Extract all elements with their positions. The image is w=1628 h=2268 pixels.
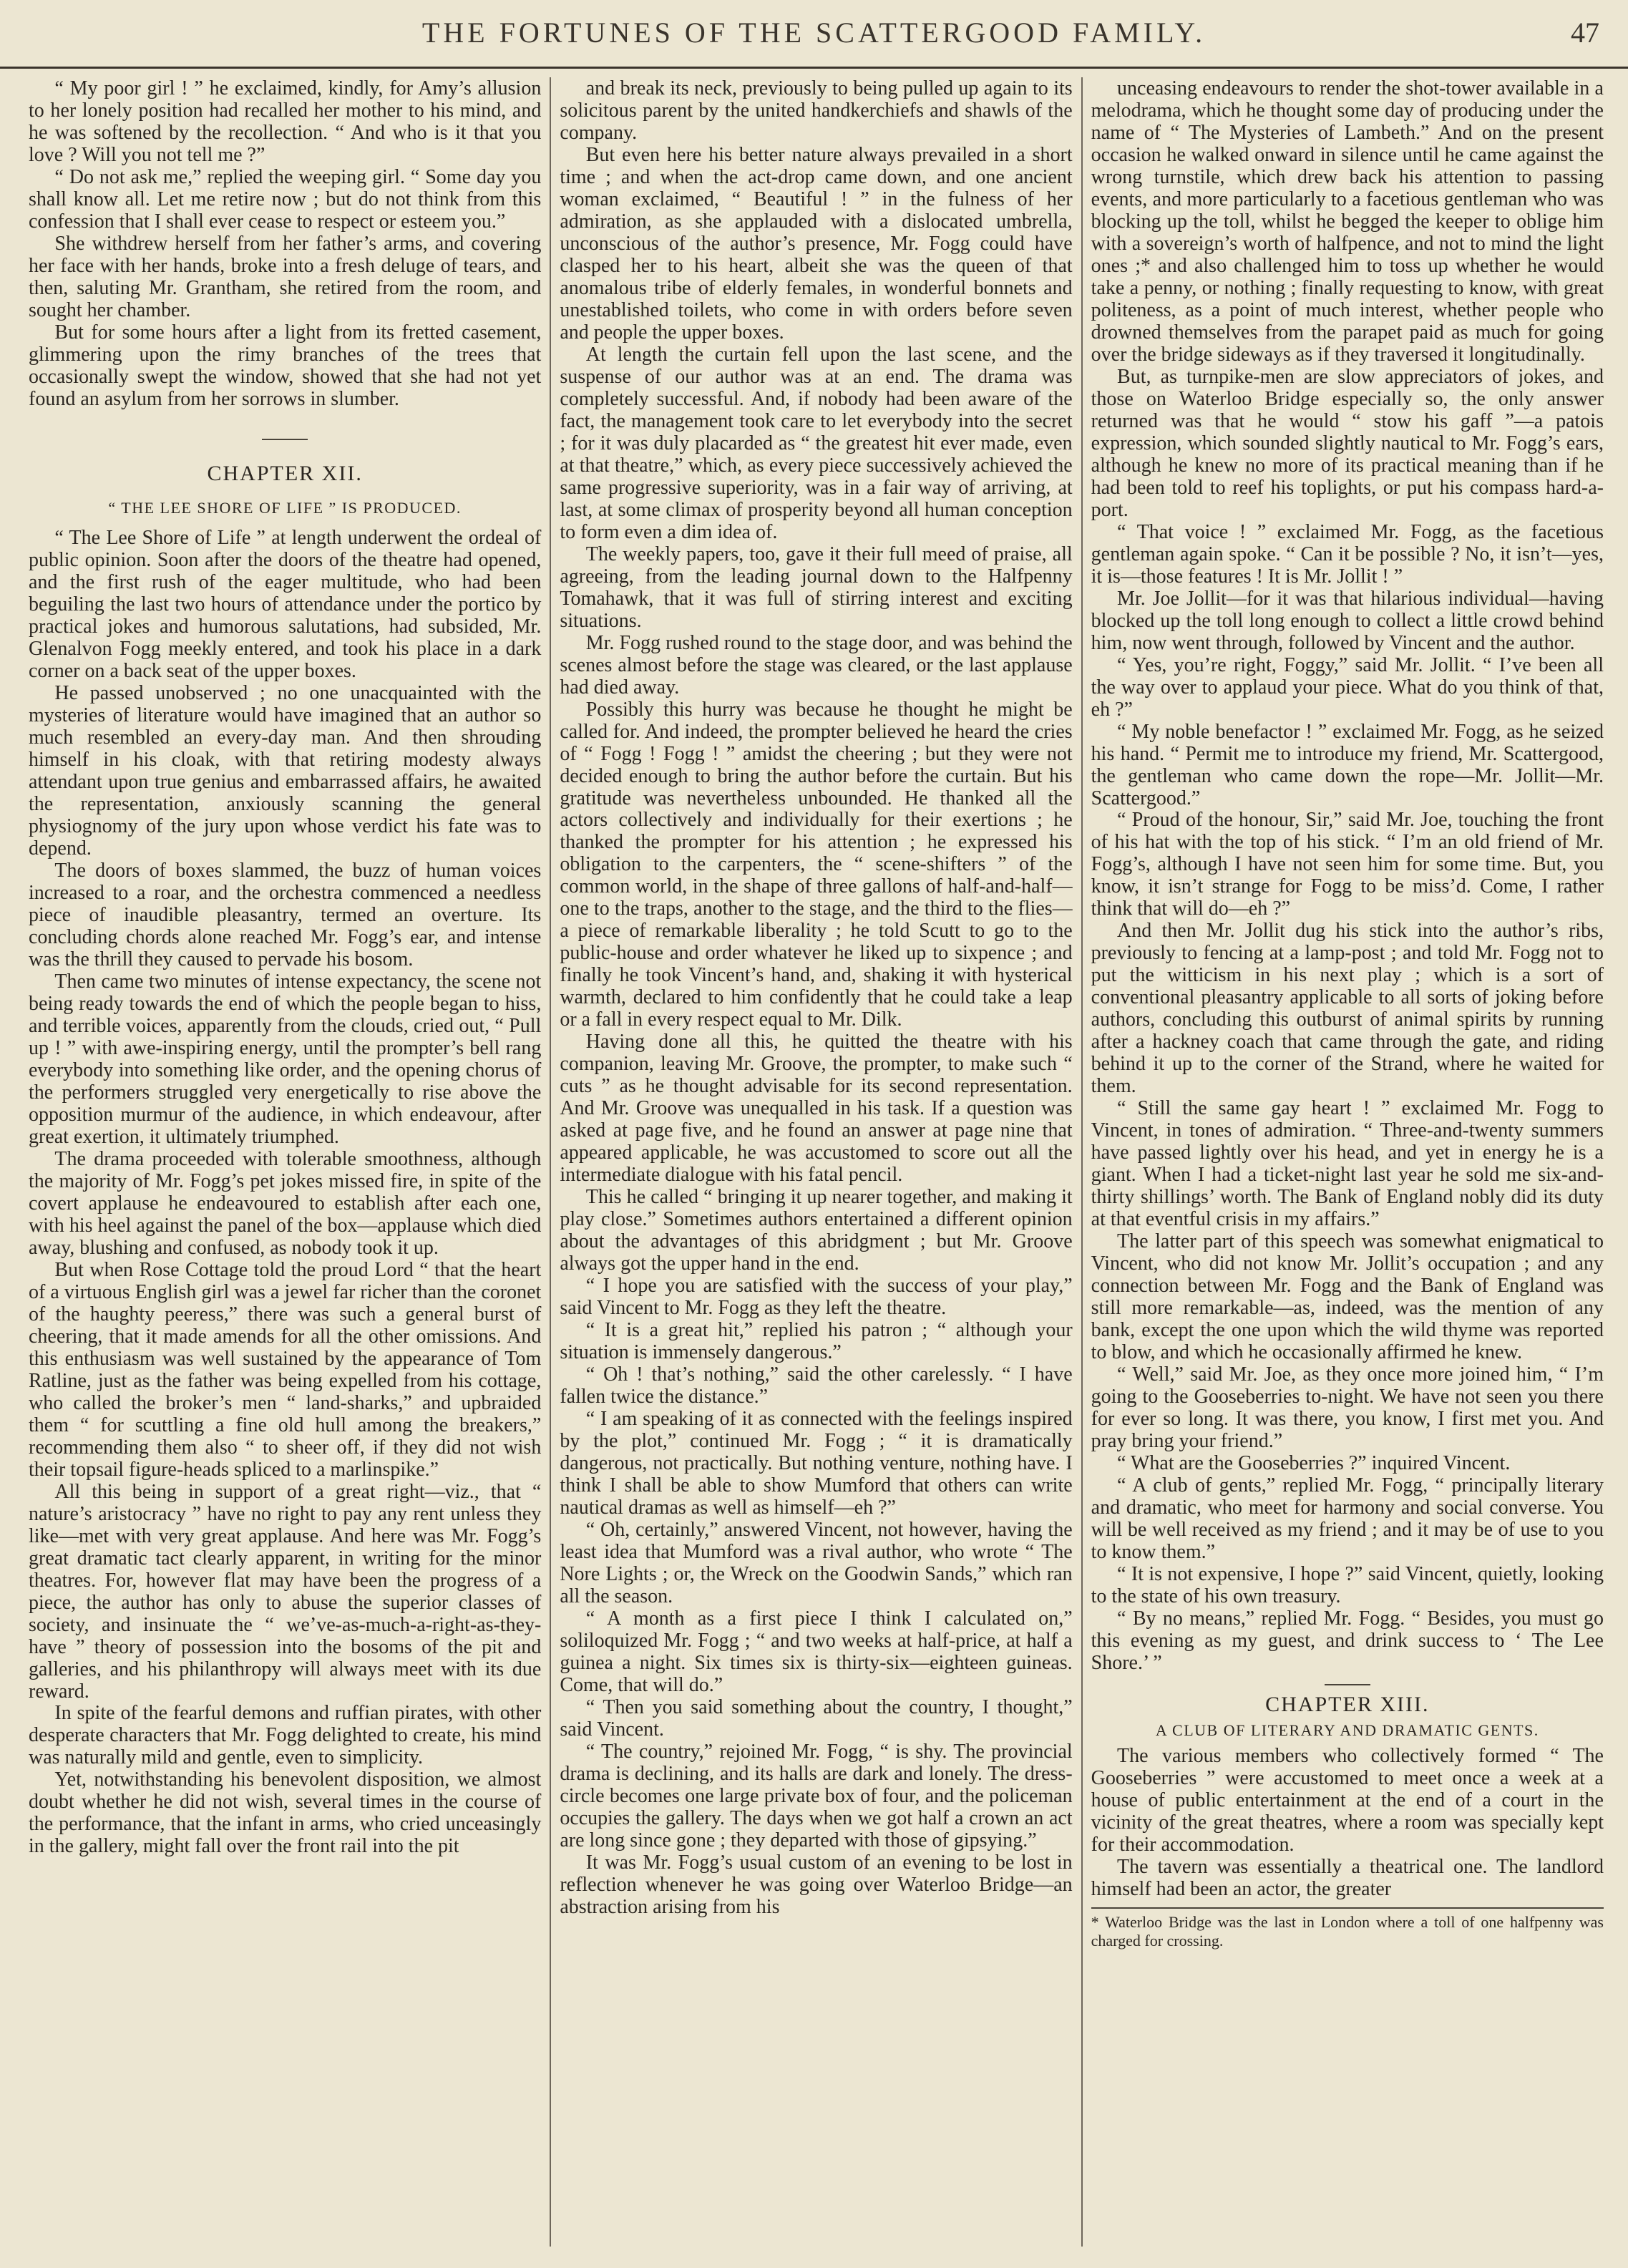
paragraph: and break its neck, previously to being pulled up again to its solicitous parent by the united handkerchiefs and shawls of the company. (560, 77, 1073, 144)
paragraph: “ Oh ! that’s nothing,” said the other carelessly. “ I have fallen twice the distance.” (560, 1363, 1073, 1408)
paragraph: The tavern was essentially a theatrical one. The landlord himself had been an actor, the greater (1091, 1856, 1604, 1901)
column-2 (550, 77, 1081, 2247)
paragraph: But when Rose Cottage told the proud Lord “ that the heart of a virtuous English girl was a jewel far richer than the coronet of the haughty peeress,” there was such a general burst of cheering, that it made amends for all the other omissions. And this enthusiasm was well sustained by the appearance of Tom Ratline, just as the father was being expelled from his cottage, who called the broker’s men “ land-sharks,” and upbraided them “ for scuttling a fine old hull among the breakers,” recommending them also “ to sheer off, if they did not wish their topsail figure-heads spliced to a marlinspike.” (29, 1258, 542, 1481)
paragraph: “ Do not ask me,” replied the weeping girl. “ Some day you shall know all. Let me retire now ; but do not think from this confession that I shall ever cease to respect or esteem you.” (29, 165, 542, 233)
paragraph: Yet, notwithstanding his benevolent disposition, we almost doubt whether he did not wish, several times in the course of the performance, that the infant in arms, who cried unceasingly in the gallery, might fall over the front rail into the pit (29, 1768, 542, 1858)
text-columns (20, 77, 1612, 2247)
paragraph: unceasing endeavours to render the shot-tower available in a melodrama, which he thought some day of producing under the name of “ The Mysteries of Lambeth.” And on the present occasion he walked onward in silence until he came against the wrong turnstile, which drew back his attention to passing events, and more particularly to a facetious gentleman who was blocking up the toll, whilst he begged the keeper to oblige him with a sovereign’s worth of halfpence, and not to mind the light ones ;* and also challenged him to toss up whether he would take a penny, or nothing ; finally requesting to know, with great politeness, as a point of much interest, whether people who drowned themselves from the parapet paid as much for going over the bridge sideways as if they traversed it longitudinally. (1091, 77, 1604, 366)
paragraph: “ By no means,” replied Mr. Fogg. “ Besides, you must go this evening as my guest, and drink success to ‘ The Lee Shore.’ ” (1091, 1607, 1604, 1674)
paragraph: “ What are the Gooseberries ?” inquired Vincent. (1117, 1452, 1511, 1475)
column-3 (1081, 77, 1612, 2247)
column-3-body-continued (1091, 1745, 1604, 1900)
paragraph: “ A month as a first piece I think I calculated on,” soliloquized Mr. Fogg ; “ and two weeks at half-price, at half a guinea a night. Six times six is thirty-six—eighteen guineas. Come, that will do.” (560, 1607, 1073, 1696)
paragraph: In spite of the fearful demons and ruffian pirates, with other desperate characters that Mr. Fogg delighted to create, his mind was naturally mild and gentle, even to simplicity. (29, 1702, 542, 1769)
paragraph: But for some hours after a light from its fretted casement, glimmering upon the rimy branches of the trees that occasionally swept the window, showed that she had not yet found an asylum from her sorrows in slumber. (29, 321, 542, 410)
chapter-divider-rule (262, 439, 308, 440)
paragraph: Having done all this, he quitted the theatre with his companion, leaving Mr. Groove, the prompter, to make such “ cuts ” as he thought advisable for its second representation. And Mr. Groove was unequalled in his task. If a question was asked at page five, and he found an answer at page nine that appeared applicable, he was accustomed to score out all the intermediate dialogue with his fatal pencil. (560, 1031, 1073, 1187)
paragraph: The drama proceeded with tolerable smoothness, although the majority of Mr. Fogg’s pet jokes missed fire, in spite of the covert applause he endeavoured to establish after each one, with his heel against the panel of the box—applause which died away, blushing and confused, as nobody took it up. (29, 1147, 542, 1259)
chapter-subtitle: A CLUB OF LITERARY AND DRAMATIC GENTS. (1155, 1721, 1539, 1740)
paragraph: “ It is a great hit,” replied his patron ; “ although your situation is immensely dangerous.” (560, 1319, 1073, 1364)
paragraph: “ Yes, you’re right, Foggy,” said Mr. Jollit. “ I’ve been all the way over to applaud your piece. What do you think of that, eh ?” (1091, 653, 1604, 721)
paragraph: “ It is not expensive, I hope ?” said Vincent, quietly, looking to the state of his own treasury. (1091, 1562, 1604, 1607)
paragraph: All this being in support of a great right—viz., that “ nature’s aristocracy ” have no right to pay any rent unless they like—met with very great applause. And here was Mr. Fogg’s great dramatic tact clearly apparent, in writing for the minor theatres. For, however flat may have been the progress of a piece, the author has only to abuse the superior classes of society, and insinuate the “ we’ve-as-much-a-right-as-they-have ” theory of possession into the bosoms of the pit and galleries, and his philanthropy will always meet with its due reward. (29, 1480, 542, 1703)
paragraph: “ My poor girl ! ” he exclaimed, kindly, for Amy’s allusion to her lonely position had recalled her mother to his mind, and he was softened by the recollection. “ And who is it that you love ? Will you not tell me ?” (29, 77, 542, 166)
chapter-subtitle: “ THE LEE SHORE OF LIFE ” IS PRODUCED. (108, 498, 462, 517)
column-2-body (560, 77, 1072, 1918)
paragraph: “ I hope you are satisfied with the success of your play,” said Vincent to Mr. Fogg as they left the theatre. (560, 1275, 1073, 1320)
paragraph: But, as turnpike-men are slow appreciators of jokes, and those on Waterloo Bridge especially so, the only answer returned was that he would “ stow his gaff ”—a patois expression, which sounded slightly nautical to Mr. Fogg’s ears, although he knew no more of its practical meaning than if he had been told to reef his toplights, or put his compass hard-a-port. (1091, 365, 1604, 521)
paragraph: It was Mr. Fogg’s usual custom of an evening to be lost in reflection whenever he was going over Waterloo Bridge—an abstraction arising from his (560, 1851, 1073, 1918)
page-number: 47 (1571, 16, 1599, 49)
paragraph: She withdrew herself from her father’s arms, and covering her face with her hands, broke into a fresh deluge of tears, and then, saluting Mr. Grantham, she retired from the room, and sought her chamber. (29, 232, 542, 321)
paragraph: “ I am speaking of it as connected with the feelings inspired by the plot,” continued Mr. Fogg ; “ it is dramatically dangerous, not practically. But nothing venture, nothing have. I think I shall be able to show Mumford that others can write nautical dramas as well as himself—eh ?” (560, 1408, 1073, 1519)
paragraph: “ A club of gents,” replied Mr. Fogg, “ principally literary and dramatic, who meet for harmony and social converse. You will be well received as my friend ; and it may be of use to you to know them.” (1091, 1474, 1604, 1563)
paragraph: “ My noble benefactor ! ” exclaimed Mr. Fogg, as he seized his hand. “ Permit me to introduce my friend, Mr. Scattergood, the gentleman who came down the rope—Mr. Jollit—Mr. Scattergood.” (1091, 720, 1604, 809)
paragraph: The doors of boxes slammed, the buzz of human voices increased to a roar, and the orchestra commenced a needless piece of inaudible pleasantry, termed an overture. Its concluding chords alone reached Mr. Fogg’s ear, and intense was the thrill they caused to pervade his bosom. (29, 860, 542, 971)
paragraph: “ Still the same gay heart ! ” exclaimed Mr. Fogg to Vincent, in tones of admiration. “ Three-and-twenty summers have passed lightly over his head, and yet in energy he is a giant. When I had a ticket-night last year he sold me six-and-thirty shillings’ worth. The Bank of England nobly did its duty at that eventful crisis in my affairs.” (1091, 1097, 1604, 1231)
paragraph: The weekly papers, too, gave it their full meed of praise, all agreeing, from the leading journal down to the Halfpenny Tomahawk, that it was full of stirring interest and exciting situations. (560, 542, 1073, 632)
running-title: THE FORTUNES OF THE SCATTERGOOD FAMILY. (421, 16, 1207, 49)
chapter-divider-rule (1325, 1684, 1370, 1685)
paragraph: But even here his better nature always prevailed in a short time ; and when the act-drop came down, and one ancient woman exclaimed, “ Beautiful ! ” in the fulness of her admiration, as she applauded with a dislocated umbrella, unconscious of the author’s presence, Mr. Fogg could have clasped her to his heart, albeit she was the queen of that anomalous tribe of elderly females, in wonderful bonnets and unestablished toilets, who come in with orders before seven and people the upper boxes. (560, 143, 1073, 344)
paragraph: Mr. Joe Jollit—for it was that hilarious individual—having blocked up the toll long enough to collect a little crowd behind him, now went through, followed by Vincent and the author. (1091, 587, 1604, 654)
paragraph: “ Then you said something about the country, I thought,” said Vincent. (560, 1695, 1073, 1741)
paragraph: This he called “ bringing it up nearer together, and making it play close.” Sometimes authors entertained a different opinion about the advantages of this abridgment ; but Mr. Groove always got the upper hand in the end. (560, 1186, 1073, 1275)
chapter-heading: CHAPTER XIII. (1265, 1692, 1430, 1716)
paragraph: “ Oh, certainly,” answered Vincent, not however, having the least idea that Mumford was a rival author, who wrote “ The Nore Lights ; or, the Wreck on the Goodwin Sands,” which ran all the season. (560, 1518, 1073, 1607)
paragraph: The latter part of this speech was somewhat enigmatical to Vincent, who did not know Mr. Jollit’s occupation ; and any connection between Mr. Fogg and the Bank of England was still more remarkable—as, indeed, was the mention of any bank, except the one upon which the wild thyme was reported to blow, and which he occasionally affirmed he knew. (1091, 1230, 1604, 1364)
paragraph: And then Mr. Jollit dug his stick into the author’s ribs, previously to fencing at a lamp-post ; and told Mr. Fogg not to put the witticism in his next play ; which is a sort of conventional pleasantry applicable to all sorts of joking before authors, concluding this outburst of animal spirits by running after a hackney coach that came through the gate, and riding behind it up to the corner of the Strand, where he waited for them. (1091, 920, 1604, 1098)
footnote: * Waterloo Bridge was the last in London where a toll of one halfpenny was charged for crossing. (1091, 1907, 1604, 1950)
column-1-body (29, 77, 541, 410)
paragraph: “ Proud of the honour, Sir,” said Mr. Joe, touching the front of his hat with the top of his stick. “ I’m an old friend of Mr. Fogg’s, although I have not seen him for some time. But, you know, it isn’t strange for Fogg to be miss’d. Come, I rather think that will do—eh ?” (1091, 809, 1604, 920)
paragraph: The various members who collectively formed “ The Gooseberries ” were accustomed to meet once a week at a house of public entertainment at the end of a court in the vicinity of the great theatres, where a room was specially kept for their accommodation. (1091, 1745, 1604, 1856)
paragraph: “ That voice ! ” exclaimed Mr. Fogg, as the facetious gentleman again spoke. “ Can it be possible ? No, it isn’t—yes, it is—those features ! It is Mr. Jollit ! ” (1091, 520, 1604, 588)
column-3-body (1091, 77, 1604, 1674)
paragraph: “ The Lee Shore of Life ” at length underwent the ordeal of public opinion. Soon after the doors of the theatre had opened, and the first rush of the eager multitude, who had been beguiling the last two hours of attendance under the portico by practical jokes and humorous salutations, had subsided, Mr. Glenalvon Fogg meekly entered, and took his place in a dark corner on a back seat of the upper boxes. (29, 527, 542, 683)
paragraph: He passed unobserved ; no one unacquainted with the mysteries of literature would have imagined that an author so much resembled an every-day man. And then shrouding himself in his cloak, with that retiring modesty always attendant upon true genius and embarrassed affairs, he awaited the representation, anxiously scanning the general physiognomy of the jury upon whose verdict his fate was to depend. (29, 682, 542, 860)
paragraph: Possibly this hurry was because he thought he might be called for. And indeed, the prompter believed he heard the cries of “ Fogg ! Fogg ! ” amidst the cheering ; but they were not decided enough to bring the author before the curtain. But his gratitude was nevertheless unbounded. He thanked all the actors collectively and individually for their exertions ; he thanked the prompter for his attention ; he expressed his obligation to the carpenters, the “ scene-shifters ” of the common world, in the shape of three gallons of half-and-half—one to the traps, another to the stage, and the third to the flies—a piece of remarkable liberality ; he told Scutt to go to the public-house and order whatever he liked up to sixpence ; and finally he took Vincent’s hand, and, shaking it with hysterical warmth, declared to him confidently that he could take a leap or a fall in every respect equal to Mr. Dilk. (560, 698, 1073, 1031)
column-1 (20, 77, 550, 2247)
paragraph: Mr. Fogg rushed round to the stage door, and was behind the scenes almost before the stage was cleared, or the last applause had died away. (560, 631, 1073, 699)
chapter-heading: CHAPTER XII. (207, 461, 363, 485)
page-header (0, 0, 1628, 69)
paragraph: Then came two minutes of intense expectancy, the scene not being ready towards the end of which the people began to hiss, and terrible voices, apparently from the clouds, cried out, “ Pull up ! ” with awe-inspiring energy, until the prompter’s bell rang everybody into something like order, and the opening chorus of the performers struggled very energetically to rise above the opposition murmur of the audience, in which endeavour, after great exertion, it ultimately triumphed. (29, 970, 542, 1148)
paragraph: At length the curtain fell upon the last scene, and the suspense of our author was at an end. The drama was completely successful. And, if nobody had been aware of the fact, the management took care to let everybody into the secret ; for it was duly placarded as “ the greatest hit ever made, even at that theatre,” which, as every piece successively achieved the same progressive superiority, was in a fair way of arriving, at last, at some climax of prosperity beyond all human conception to form even a dim idea of. (560, 343, 1073, 543)
paragraph: “ Well,” said Mr. Joe, as they once more joined him, “ I’m going to the Gooseberries to-night. We have not seen you there for ever so long. It was there, you know, I first met you. And pray bring your friend.” (1091, 1363, 1604, 1453)
paragraph: “ The country,” rejoined Mr. Fogg, “ is shy. The provincial drama is declining, and its halls are dark and lonely. The dress-circle becomes one large private box of four, and the policeman occupies the gallery. The days when we got half a crown an act are long since gone ; they departed with those of gipsying.” (560, 1740, 1073, 1851)
column-1-body-continued (29, 527, 541, 1857)
